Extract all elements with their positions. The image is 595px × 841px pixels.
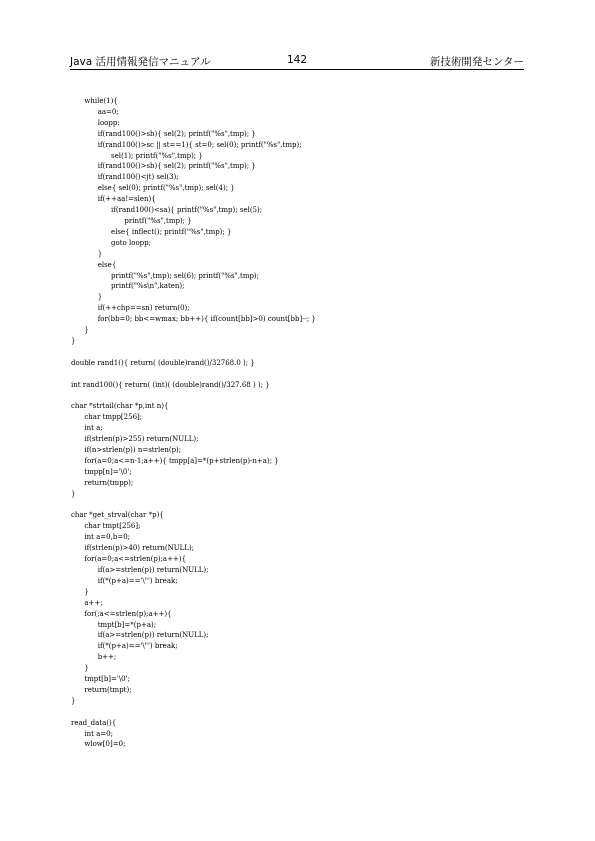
code-listing: [71, 96, 316, 750]
code-line: if(*(p+a)=='\"') break;: [71, 642, 178, 651]
code-line: [71, 500, 316, 511]
code-line: else{ inflect(); printf("%s",tmp); }: [71, 227, 232, 236]
code-line: char tmpt[256];: [71, 522, 141, 531]
code-line: [71, 707, 316, 718]
code-line: if(n>strlen(p)) n=strlen(p);: [71, 446, 182, 454]
code-line: if(a>=strlen(p)) return(NULL);: [71, 631, 209, 640]
code-line: loopp:: [71, 118, 120, 127]
code-line: for(a=0;a<=n-1;a++){ tmpp[a]=*(p+strlen(p)-n+a); }: [71, 456, 279, 465]
code-line: for(a=0;a<=strlen(p);a++){: [71, 555, 187, 564]
code-line: if(rand100()>sh){ sel(2); printf("%s",tmp); }: [71, 162, 256, 171]
code-line: double rand1(){ return( (double)rand()/32768.0 ); }: [71, 358, 255, 367]
code-line: else{: [71, 260, 117, 269]
code-line: int rand100(){ return( (int)( (double)rand()/327.68 ) ); }: [71, 380, 270, 389]
code-line: tmpp[n]='\0';: [71, 467, 132, 476]
code-line: printf("%s",tmp); }: [71, 216, 192, 225]
code-line: wlow[0]=0;: [71, 740, 126, 749]
code-line: tmpt[b]='\0';: [71, 675, 130, 684]
code-line: }: [71, 293, 103, 302]
code-line: aa=0;: [71, 107, 119, 116]
code-line: if(rand100()>sc || st==1){ st=0; sel(0); printf("%s",tmp);: [71, 140, 302, 149]
code-line: tmpt[b]=*(p+a);: [71, 620, 157, 629]
code-line: }: [71, 489, 76, 498]
code-line: if(rand100()>sh){ sel(2); printf("%s",tmp); }: [71, 129, 256, 138]
code-line: for(;a<=strlen(p);a++){: [71, 609, 172, 618]
code-line: if(*(p+a)=='\"') break;: [71, 576, 178, 585]
code-line: }: [71, 587, 89, 596]
code-line: printf("%s",tmp); sel(6); printf("%s",tmp);: [71, 271, 260, 280]
page-number: 142: [286, 54, 308, 66]
code-line: else{ sel(0); printf("%s",tmp); sel(4); }: [71, 184, 235, 193]
code-line: char *strtail(char *p,int n){: [71, 402, 169, 411]
code-line: printf("%s\n",katen);: [71, 282, 185, 291]
code-line: a++;: [71, 598, 103, 607]
code-line: if(a>=strlen(p)) return(NULL);: [71, 565, 209, 574]
code-line: goto loopp;: [71, 238, 151, 247]
header-rule: [70, 69, 524, 70]
code-line: }: [71, 336, 76, 345]
code-line: b++;: [71, 653, 117, 662]
code-line: sel(1); printf("%s",tmp); }: [71, 151, 203, 160]
header-organization: 新技術開発センター: [429, 56, 524, 68]
code-line: char tmpp[256];: [71, 413, 143, 422]
code-line: [71, 347, 316, 358]
code-line: char *get_strval(char *p){: [71, 511, 164, 520]
code-line: if(rand100()<sa){ printf("%s",tmp); sel(5);: [71, 206, 263, 215]
code-line: while(1){: [71, 97, 118, 105]
code-line: int a=0;: [71, 729, 113, 738]
code-line: if(++aa!=slen){: [71, 195, 156, 204]
code-line: if(strlen(p)>255) return(NULL);: [71, 435, 199, 444]
code-line: return(tmpt);: [71, 685, 132, 694]
code-line: if(++chp==sn) return(0);: [71, 304, 190, 313]
code-line: }: [71, 696, 76, 705]
code-line: int a=0,b=0;: [71, 533, 131, 542]
code-line: }: [71, 326, 89, 335]
code-line: if(strlen(p)>40) return(NULL);: [71, 544, 195, 553]
code-line: }: [71, 249, 103, 258]
code-line: return(tmpp);: [71, 478, 134, 487]
code-line: read_data(){: [71, 718, 117, 727]
code-line: for(bb=0; bb<=wmax; bb++){ if(count[bb]>0) count[bb]--; }: [71, 315, 316, 324]
code-line: }: [71, 664, 89, 673]
page-header: [70, 54, 524, 70]
header-title: Java 活用情報発信マニュアル: [70, 56, 211, 68]
code-line: [71, 369, 316, 380]
code-line: if(rand100()<jt) sel(3);: [71, 173, 179, 182]
code-line: [71, 390, 316, 401]
code-line: int a;: [71, 424, 103, 433]
